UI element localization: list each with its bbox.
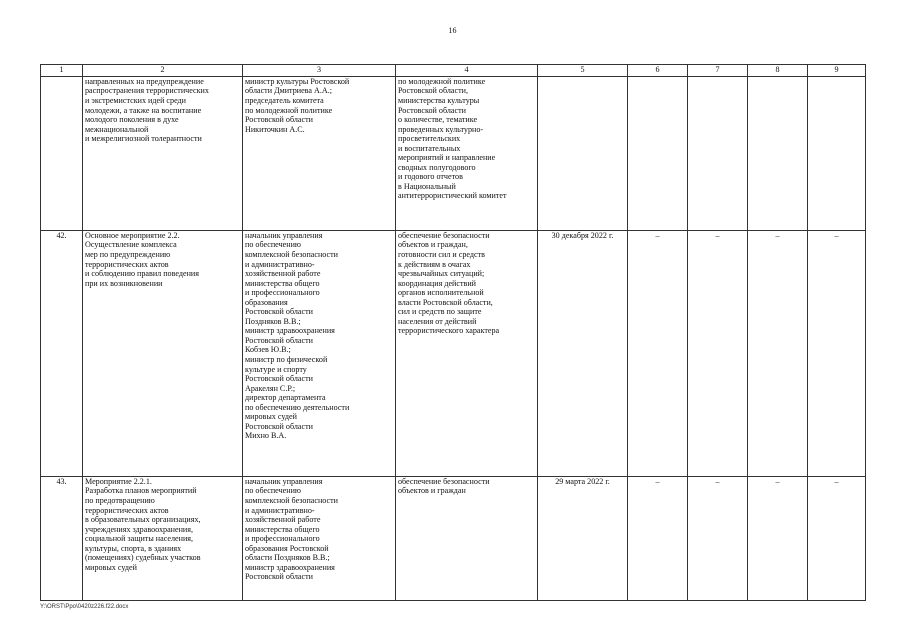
responsible-cell: начальник управления по обеспечению комплексной безопасности и административно- хозяйственной работе министерства общего и профессионального образования Ростовской области Поздняков В.В.; министр здравоохранения Ростовской области (243, 476, 396, 600)
row-number: 42. (41, 230, 83, 476)
responsible-cell: министр культуры Ростовской области Дмитриева А.А.; председатель комитета по молодежной политике Ростовской области Никиточкин А.С. (243, 76, 396, 230)
date-cell: 29 марта 2022 г. (538, 476, 628, 600)
responsible-cell: начальник управления по обеспечению комплексной безопасности и административно- хозяйственной работе министерства общего и профессионального образования Ростовской области Поздняков В.В.; министр здравоохранения Ростовской области Кобзев Ю.В.; министр по физической культуре и спорту Ростовской области Аракелян С.Р.; директор департамента по обеспечению деятельности мировых судей Ростовской области Михно В.А. (243, 230, 396, 476)
row-number (41, 76, 83, 230)
col7-cell (688, 76, 748, 230)
col9-cell: – (808, 230, 866, 476)
column-header-7: 7 (688, 65, 748, 77)
column-header-5: 5 (538, 65, 628, 77)
result-cell: обеспечение безопасности объектов и граждан, готовности сил и средств к действиям в очагах чрезвычайных ситуаций; координация действий органов исполнительной власти Ростовской области, сил и средств по защите населения от действий террористического характера (396, 230, 538, 476)
col6-cell (628, 76, 688, 230)
column-header-2: 2 (83, 65, 243, 77)
activity-cell: направленных на предупреждение распространения террористических и экстремистских идей среди молодежи, а также на воспитание молодого поколения в духе межнациональной и межрелигиозной толерантности (83, 76, 243, 230)
col7-cell: – (688, 230, 748, 476)
col9-cell: – (808, 476, 866, 600)
column-header-4: 4 (396, 65, 538, 77)
column-header-9: 9 (808, 65, 866, 77)
result-cell: обеспечение безопасности объектов и граждан (396, 476, 538, 600)
column-number-row (41, 65, 866, 77)
date-cell (538, 76, 628, 230)
col8-cell: – (748, 476, 808, 600)
column-header-8: 8 (748, 65, 808, 77)
column-header-6: 6 (628, 65, 688, 77)
table-row-42 (41, 230, 866, 476)
page-number: 16 (448, 26, 457, 35)
col7-cell: – (688, 476, 748, 600)
footer-file-path: Y:\ORST\Ppo\0420z226.f22.docx (40, 604, 129, 610)
date-cell: 30 декабря 2022 г. (538, 230, 628, 476)
col6-cell: – (628, 476, 688, 600)
col6-cell: – (628, 230, 688, 476)
activity-cell: Мероприятие 2.2.1. Разработка планов мероприятий по предотвращению террористических актов в образовательных организациях, учреждениях здравоохранения, социальной защиты населения, культуры, спорта, в зданиях (помещениях) судебных участков мировых судей (83, 476, 243, 600)
col9-cell (808, 76, 866, 230)
table-row-43 (41, 476, 866, 600)
col8-cell: – (748, 230, 808, 476)
table-row-continuation (41, 76, 866, 230)
activity-cell: Основное мероприятие 2.2. Осуществление комплекса мер по предупреждению террористических актов и соблюдению правил поведения при их возникновении (83, 230, 243, 476)
result-cell: по молодежной политике Ростовской области, министерства культуры Ростовской области о количестве, тематике проведенных культурно- просветительских и воспитательных мероприятий и направление сводных полугодового и годового отчетов в Национальный антитеррористический комитет (396, 76, 538, 230)
column-header-3: 3 (243, 65, 396, 77)
row-number: 43. (41, 476, 83, 600)
column-header-1: 1 (41, 65, 83, 77)
measures-table (40, 64, 866, 601)
col8-cell (748, 76, 808, 230)
